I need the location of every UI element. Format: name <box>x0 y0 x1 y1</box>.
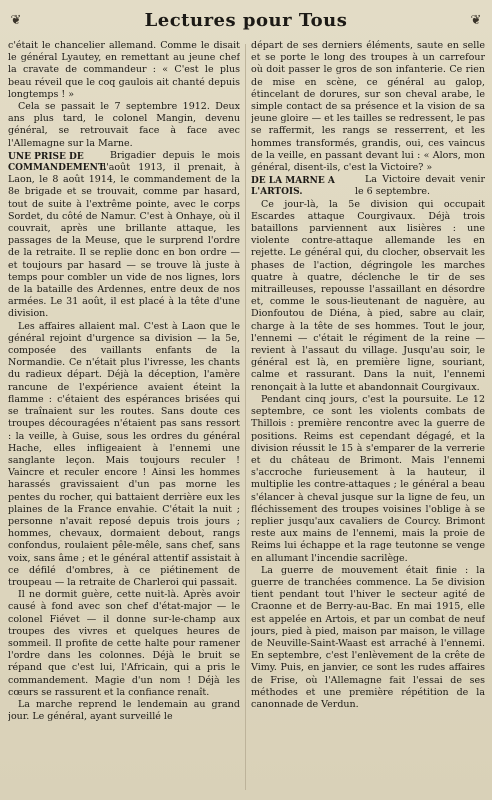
paragraph: La guerre de mouvement était finie : la guerre de tranchées commence. La 5e division tient pendant tout l'hiver le secteur agité de Craonne et de Berry-au-Bac. En mai 1915, elle est appelée en Artois, et par un combat de neuf jours, pied à pied, maison par maison, le village de Neuville-Saint-Waast est arraché à l'ennemi. En septembre, c'est l'enlèvement de la crête de Vimy. Puis, en janvier, ce sont les rudes affaires de Frise, où l'Allemagne fait l'essai de ses méthodes et une première répétition de la canonnade de Verdun. <box>251 564 485 710</box>
right-column <box>251 40 485 794</box>
paragraph: Pendant cinq jours, c'est la poursuite. Le 12 septembre, ce sont les violents combats de Thillois : première rencontre avec la guerre de positions. Reims est cependant dégagé, et la division réussit le 15 à s'emparer de la verrerie et du château de Brimont. Mais l'ennemi s'accroche furieusement à la hauteur, il multiplie les contre-attaques ; le général a beau s'élancer à cheval jusque sur la ligne de feu, un fléchissement des troupes voisines l'oblige à se replier jusqu'aux cavaliers de Courcy. Brimont reste aux mains de l'ennemi, mais la proie de Reims lui échappe et la rage teutonne se venge en allumant l'incendie sacrilège. <box>251 393 485 564</box>
paragraph: La Victoire devait venir le 6 septembre. <box>355 174 485 198</box>
ornament-left-icon: ❦ <box>10 13 22 28</box>
page-header <box>0 0 492 42</box>
paragraph: Ce jour-là, la 5e division qui occupait Escardes attaque Courgivaux. Déjà trois bataillons parviennent aux lisières : une violente contre-attaque allemande les en rejette. Le général qui, du clocher, observait les phases de l'action, dégringole les marches quatre à quatre, déclenche le tir de ses mitrailleuses, repousse l'assaillant en désordre et, comme le sous-lieutenant de naguère, au Dionfoutou de Diéna, à pied, sabre au clair, charge à la tête de ses hommes. Tout le jour, l'ennemi — c'était le régiment de la reine — revient à l'assaut du village. Jusqu'au soir, le général est là, en première ligne, souriant, calme et rassurant. Dans la nuit, l'ennemi renonçait à la lutte et abandonnait Courgivaux. <box>251 198 485 393</box>
section-heading: UNE PRISE DE COMMANDEMENT. <box>8 151 107 173</box>
running-title: Lectures pour Tous <box>144 10 348 31</box>
left-column <box>8 40 240 794</box>
ornament-right-icon: ❦ <box>470 13 482 28</box>
section-heading: DE LA MARNE A L'ARTOIS. <box>251 176 335 198</box>
paragraph: Les affaires allaient mal. C'est à Laon que le général rejoint d'urgence sa division — la 5e, composée des vaillants enfants de la Normandie. Ce n'était plus l'ivresse, les chants du radieux départ. Déjà la déception, l'amère rancune de l'expérience avaient éteint la flamme : c'étaient des espérances brisées qui se traînaient sur les routes. Sans doute ces troupes découragées n'étaient pas sans ressort : la veille, à Guise, sous les ordres du général Hache, elles infligeaient à l'ennemi une sanglante leçon. Mais toujours reculer ! Vaincre et reculer encore ! Ainsi les hommes harassés gravissaient d'un pas morne les pentes du rocher, qui battaient derrière eux les plaines de la France envahie. C'était la nuit ; personne n'avait reposé depuis trois jours ; hommes, chevaux, dormaient debout, rangs confondus, roulaient pêle-mêle, sans chef, sans voix, sans âme ; et le général attentif assistait à ce défilé d'ombres, à ce piétinement de troupeau — la retraite de Charleroi qui passait. <box>8 320 240 588</box>
paragraph: Cela se passait le 7 septembre 1912. Deux ans plus tard, le colonel Mangin, devenu général, se retrouvait face à face avec l'Allemagne sur la Marne. <box>8 101 240 149</box>
paragraph: Brigadier depuis le mois d'août 1913, il prenait, à Laon, le 8 août 1914, le commandement de la 8e brigade et se trouvait, comme par hasard, tout de suite à l'extrême pointe, avec le corps Sordet, du côté de Namur. C'est à Onhaye, où il couvrait, après une brillante attaque, les passages de la Meuse, que le surprend l'ordre de la retraite. Il se replie donc en bon ordre — et toujours par hasard — se trouve là juste à temps pour combler un vide de nos lignes, lors de la bataille des Ardennes, entre deux de nos armées. Le 31 août, il est placé à la tête d'une division. <box>8 149 240 320</box>
column-divider <box>245 44 246 790</box>
paragraph: c'était le chancelier allemand. Comme le disait le général Lyautey, en remettant au jeune chef la cravate de commandeur : « C'est le plus beau réveil que le coq gaulois ait chanté depuis longtemps ! » <box>8 40 240 100</box>
paragraph: La marche reprend le lendemain au grand jour. Le général, ayant surveillé le <box>8 698 240 723</box>
paragraph: Il ne dormit guère, cette nuit-là. Après avoir causé à fond avec son chef d'état-major — le colonel Fiévet — il donne sur-le-champ aux troupes des vivres et quelques heures de sommeil. Il profite de cette halte pour ramener l'ordre dans les colonnes. Déjà le bruit se répand que c'est lui, l'Africain, qui a pris le commandement. Magie d'un nom ! Déjà les cœurs se rassurent et la confiance renaît. <box>8 589 240 698</box>
paragraph: départ de ses derniers éléments, saute en selle et se porte le long des troupes à un carrefour où doit passer le gros de son infanterie. Ce rien de mise en scène, ce général au galop, étincelant de dorures, sur son cheval arabe, le simple contact de sa présence et la vision de sa jeune gloire — et les tailles se redressent, le pas se raffermit, les rangs se resserrent, et les hommes transformés, grandis, oui, ces vaincus de la veille, en passant devant lui : « Alors, mon général, disent-ils, c'est la Victoire? » <box>251 40 485 174</box>
